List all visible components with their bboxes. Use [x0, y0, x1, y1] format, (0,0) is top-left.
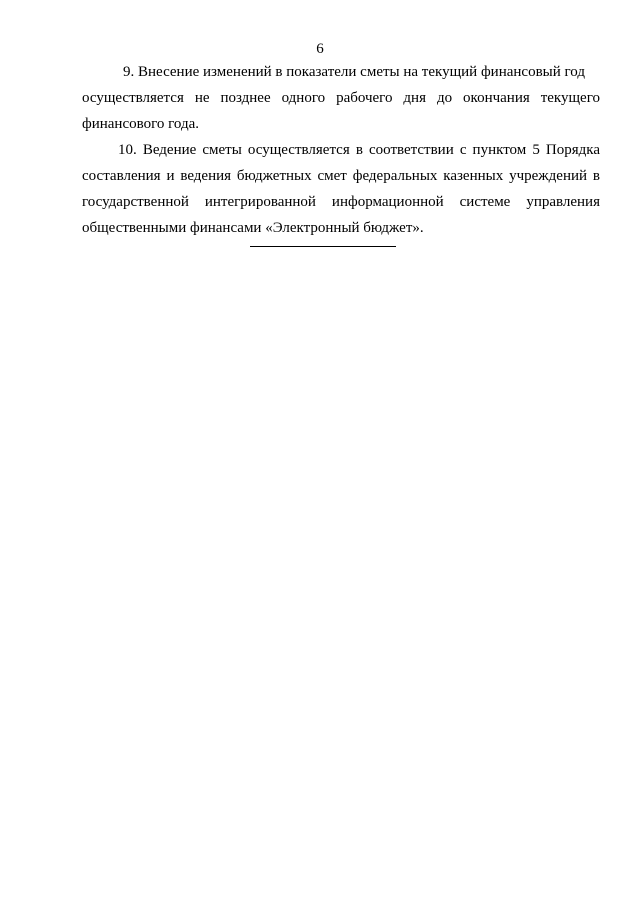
page-number: 6	[316, 41, 324, 57]
paragraph-line: осуществляется не позднее одного рабочего дня до окончания текущего	[82, 90, 600, 106]
paragraph-line: 9. Внесение изменений в показатели сметы на текущий финансовый год	[123, 64, 585, 80]
paragraph-line: государственной интегрированной информационной системе управления	[82, 194, 600, 210]
paragraph-line: 10. Ведение сметы осуществляется в соответствии с пунктом 5 Порядка	[118, 142, 600, 158]
end-separator-line	[250, 246, 396, 247]
paragraph-line: финансового года.	[82, 116, 200, 132]
paragraph-line: общественными финансами «Электронный бюджет».	[82, 220, 424, 236]
paragraph-line: составления и ведения бюджетных смет федеральных казенных учреждений в	[82, 168, 600, 184]
